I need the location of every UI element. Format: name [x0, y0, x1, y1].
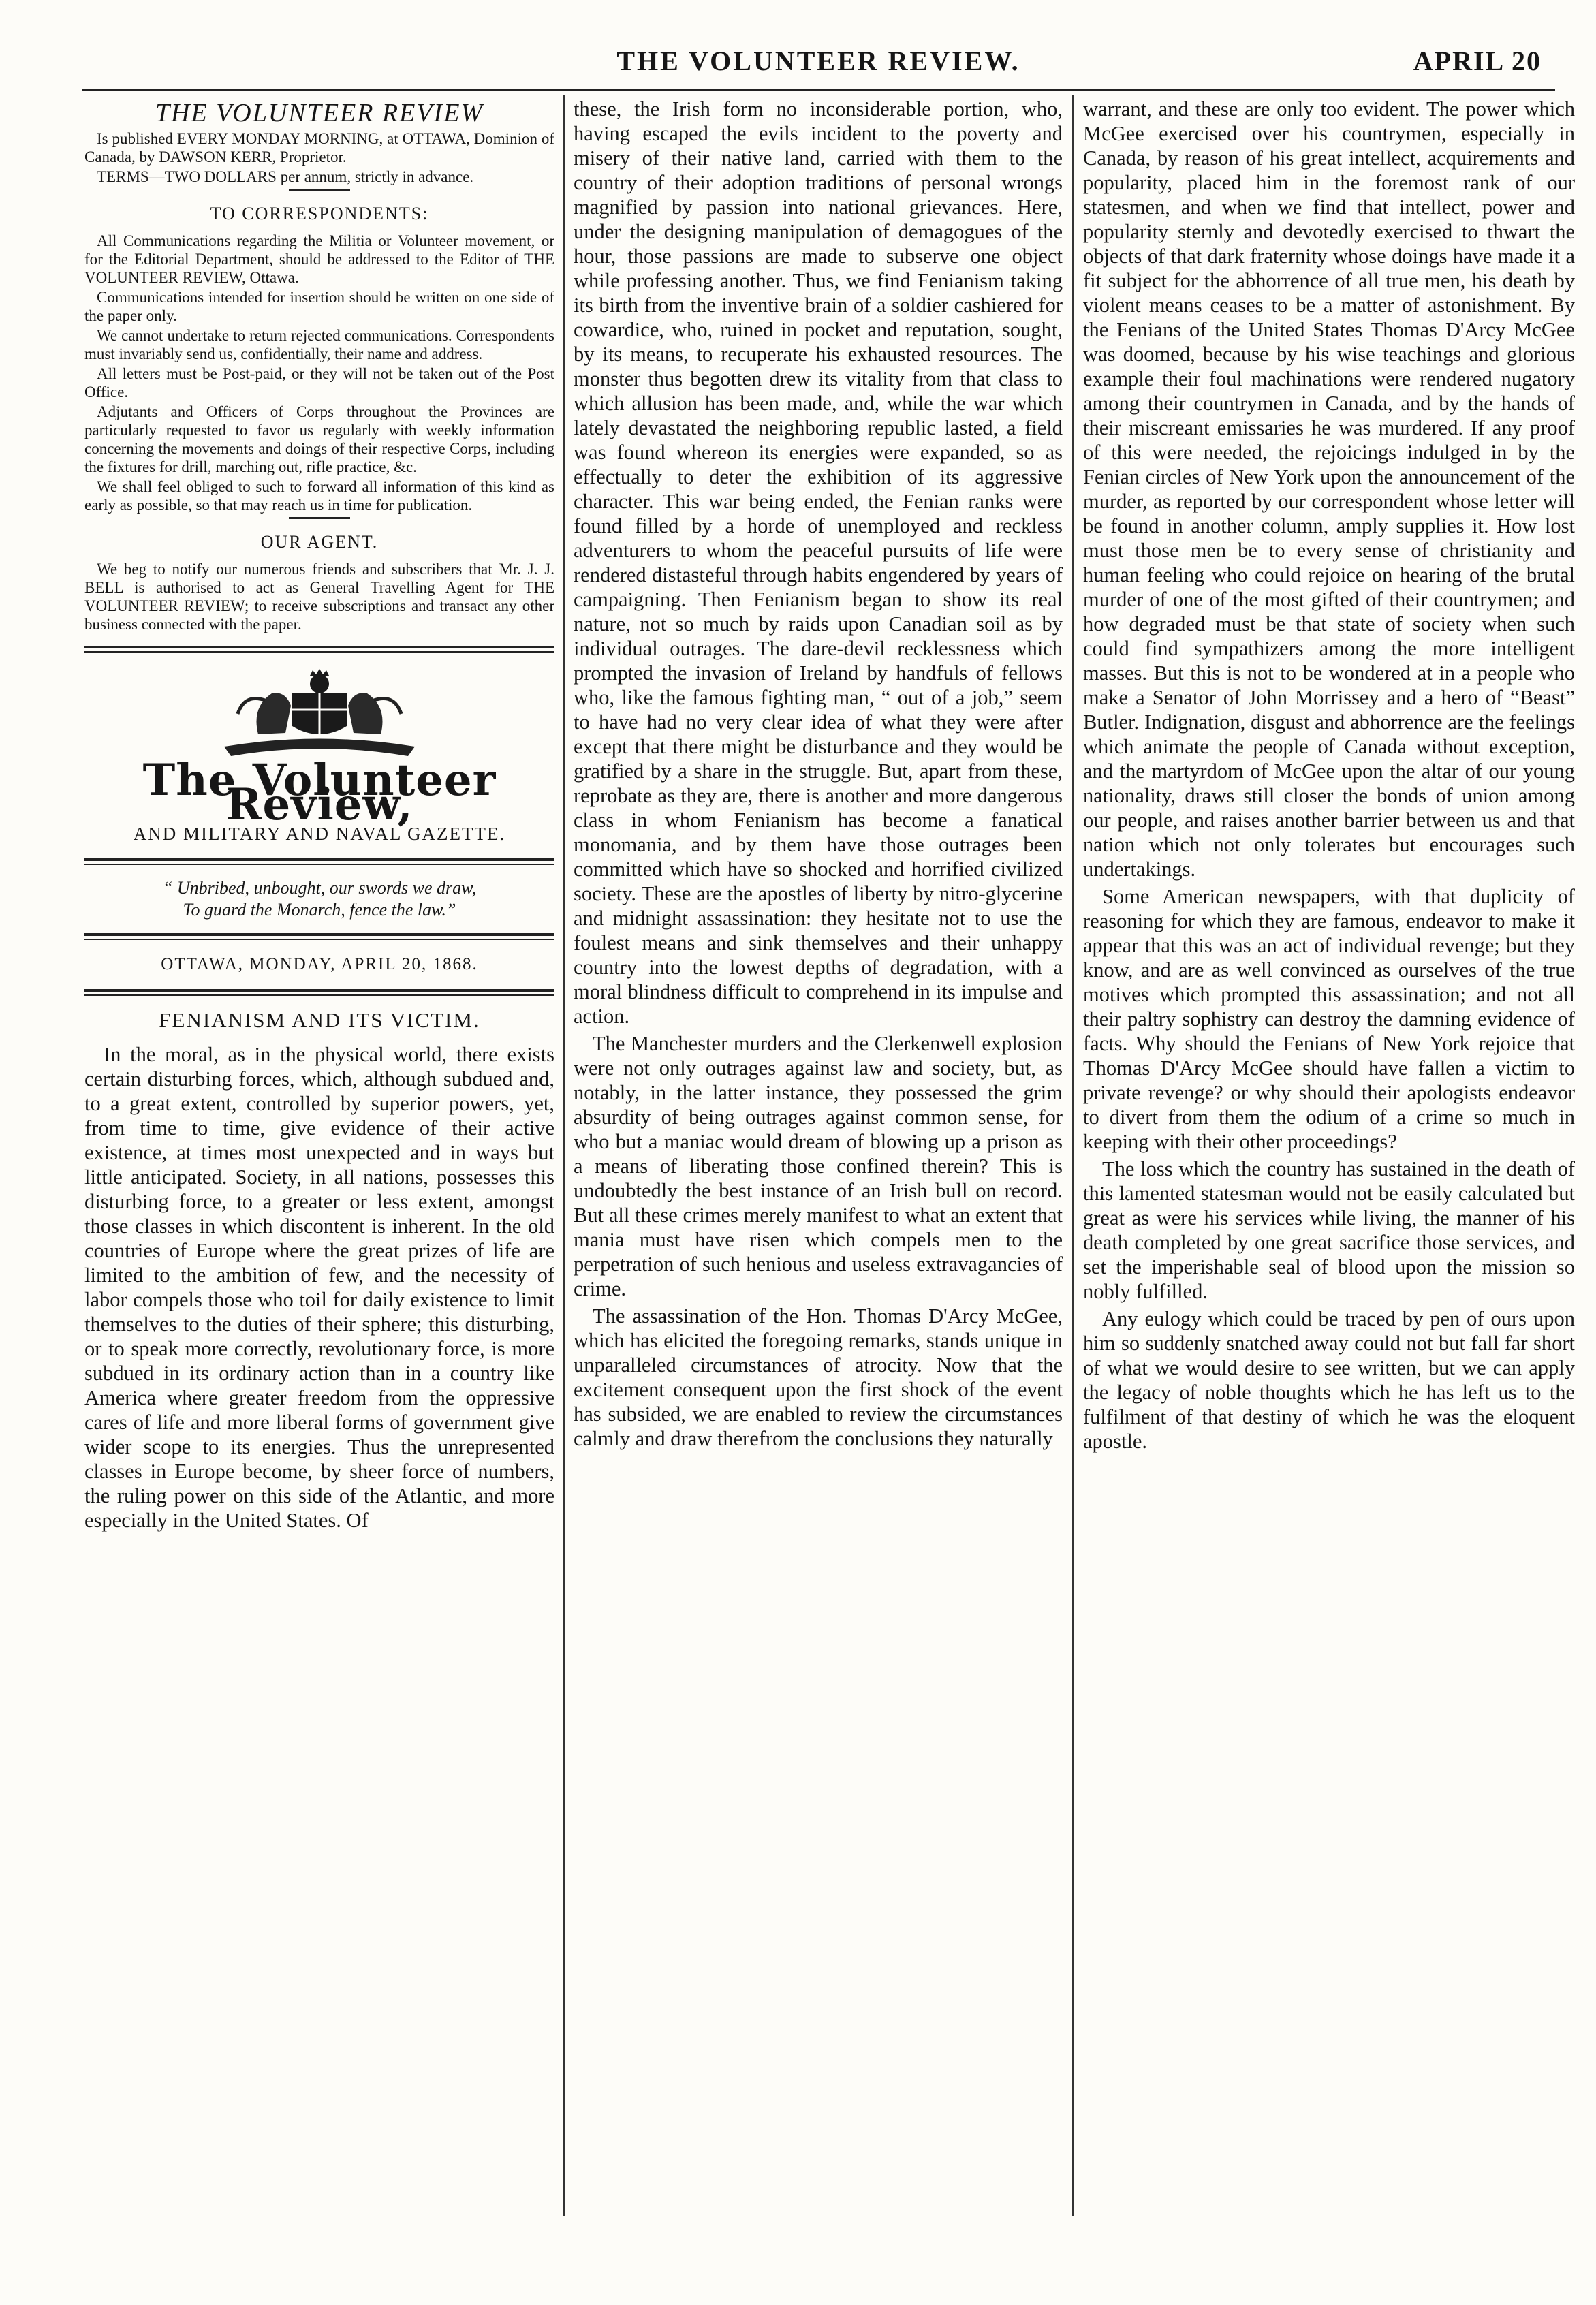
short-rule [289, 189, 350, 191]
head-rule [82, 89, 1555, 91]
correspondents-note: All Communications regarding the Militia or Volunteer movement, or for the Editorial Department, should be addressed to the Editor of THE VOLUNTEER REVIEW, Ottawa. [84, 232, 554, 286]
correspondents-notes [84, 232, 554, 514]
agent-heading: OUR AGENT. [260, 532, 379, 552]
agent-notice [84, 560, 554, 633]
double-rule [84, 646, 554, 653]
article-paragraph: The Manchester murders and the Clerkenwell explosion were not only outrages against law and society, but, as notably, in the latter instance, they possessed the grim absurdity of being outrages against common sense, for who but a maniac would dream of blowing up a prison as a means of liberating those confined therein? This is undoubtedly the best instance of an Irish bull on record. But all these crimes merely manifest to what an extent that mania must have risen which compels men to the perpetration of such henious and useless extravagancies of crime. [574, 1032, 1063, 1300]
running-head [82, 45, 1555, 89]
article-paragraph: these, the Irish form no inconsiderable portion, who, having escaped the evils incident to the poverty and misery of their native land, carried with them to the country of their adoption traditions of personal wrongs magnified by passion into national grievances. Here, under the designing manipulation of demagogues of the hour, those passions are made to subserve one object while professing another. Thus, we find Fenianism taking its birth from the inventive brain of a soldier cashiered for cowardice, who, ruined in pocket and reputation, sought, by its means, to recuperate his exhausted resources. The monster thus begotten drew its vitality from that class to which allusion has been made, and, while the war which lately devastated the neighboring republic lasted, a field was found whereon its energies were expanded, so as effectually to deter the exhibition of its aggressive character. This war being ended, the Fenian ranks were found filled by a horde of unemployed and reckless adventurers to whom the peaceful pursuits of life were rendered distasteful through habits engendered by years of campaigning. Then Fenianism began to show its real nature, not so much by raids upon Canadian soil as by individual outrages. The dare-devil recklessness which prompted the invasion of Ireland by handfuls of fellows who, like the famous fighting man, “ out of a job,” seem to have had no very clear idea of what they were after except that there might be disturbance and they would be gratified by a share in the struggle. But, apart from these, reprobate as they are, there is another and more dangerous class in whom Fenianism has become a fanatical monomania, and by them have those outrages been committed which have so shocked and horrified civilized society. These are the apostles of liberty by nitro-glycerine and midnight assassination: they hesitate not to use the foulest means and sink themselves and their unhappy country into the lowest depths of degradation, with a moral blindness difficult to comprehend in its impulse and action. [574, 97, 1063, 1028]
masthead-notice [84, 129, 554, 186]
double-rule [84, 989, 554, 996]
article-paragraph: The loss which the country has sustained in the death of this lamented statesman would not be easily calculated but great as were his services while living, the manner of his death completed by one great sacrifice those services, and set the imperishable seal of blood upon the mission so nobly fulfilled. [1083, 1157, 1575, 1303]
column-2 [574, 97, 1063, 2223]
article-paragraph: In the moral, as in the physical world, there exists certain disturbing forces, which, although subdued and, to a great extent, controlled by superior powers, yet, from time to time, give evidence of their active existence, at times most unexpected and in ways but little anticipated. Society, in all nations, possesses this disturbing force, to a greater or less extent, amongst those classes in which discontent is inherent. In the old countries of Europe where the great prizes of life are limited to the ambition of few, and the necessity of labor compels those who toil for daily existence to limit themselves to the duties of their sphere; this disturbing, or to speak more correctly, revolutionary force, is more subdued in its ordinary action than in a country like America where greater freedom from the oppressive cares of life and more liberal forms of government give wider scope to its energies. Thus the unrepresented classes in Europe become, by sheer force of numbers, the ruling power on this side of the Atlantic, and more especially in the United States. Of [84, 1043, 554, 1532]
paper-title: The Volunteer Review, [142, 755, 497, 830]
paper-subtitle: AND MILITARY AND NAVAL GAZETTE. [133, 824, 506, 844]
article-paragraph: warrant, and these are only too evident. The power which McGee exercised over his countrymen, especially in Canada, by reason of his great intellect, acquirements and popularity, placed him in the foremost rank of our statesmen, and when we find that intellect, power and popularity sternly and devotedly exercised to thwart the objects of that dark fraternity whose doings have made it a fit subject for the abhorrence of all true men, his death by violent means ceases to be a matter of astonishment. By the Fenians of the United States Thomas D'Arcy McGee was doomed, because by his wise teachings and glorious example their foul machinations were rendered nugatory among their countrymen in Canada, and by the hands of their miscreant emissaries he was murdered. If any proof of this were needed, the rejoicings indulged in by the Fenian circles of New York upon the announcement of the murder, as reported by our correspondent whose letter will be found in another column, amply supplies it. How lost must those men be to every sense of christianity and human feeling who could rejoice on hearing of the brutal murder of one of the most gifted of their countrymen; and how degraded must be that state of society when such could find sympathizers among the more intelligent masses. But this is not to be wondered at in a people who make a Senator of John Morrissey and a hero of “Beast” Butler. Indignation, disgust and abhorrence are the feelings which animate the people of Canada without exception, and the martyrdom of McGee upon the altar of our young nationality, draws still closer the bonds of union among our people, and raises another barrier between us and that nation which not only tolerates but encourages such undertakings. [1083, 97, 1575, 881]
motto-line: “ Unbribed, unbought, our swords we draw, [162, 878, 477, 898]
article-paragraph: Any eulogy which could be traced by pen of ours upon him so suddenly snatched away could not but fall far short of what we would desire to see written, but we can apply the legacy of noble thoughts which he has left us to the fulfilment of that destiny of which he was the eloquent apostle. [1083, 1307, 1575, 1453]
motto-line: To guard the Monarch, fence the law.” [183, 900, 456, 920]
article-paragraph: Some American newspapers, with that duplicity of reasoning for which they are famous, endeavor to make it appear that this was an act of individual revenge; but they know, and are as well convinced as ourselves of the true motives which prompted this assassination; and not all their paltry sophistry can destroy the damning evidence of facts. Why should the Fenians of New York rejoice that Thomas D'Arcy McGee should have fallen a victim to private revenge? or why should their apologists endeavor to divert from them the odium of a crime so much in keeping with their other proceedings? [1083, 885, 1575, 1153]
correspondents-heading: TO CORRESPONDENTS: [210, 204, 429, 223]
column-rule [1072, 95, 1074, 2216]
column-rule [563, 95, 565, 2216]
article-paragraph: The assassination of the Hon. Thomas D'Arcy McGee, which has elicited the foregoing remarks, stands unique in unparalleled circumstances of atrocity. Now that the excitement consequent upon the first shock of the event has subsided, we are enabled to review the circumstances calmly and draw therefrom the conclusions they naturally [574, 1304, 1063, 1450]
correspondents-note: All letters must be Post-paid, or they will not be taken out of the Post Office. [84, 365, 554, 401]
double-rule [84, 933, 554, 940]
dateline: OTTAWA, MONDAY, APRIL 20, 1868. [161, 955, 478, 973]
agent-text: We beg to notify our numerous friends and subscribers that Mr. J. J. BELL is authorised to act as General Travelling Agent for THE VOLUNTEER REVIEW; to receive subscriptions and transact any other business connected with the paper. [84, 561, 554, 633]
correspondents-note: Communications intended for insertion should be written on one side of the paper only. [84, 289, 554, 324]
column-3 [1083, 97, 1575, 2223]
article-title: FENIANISM AND ITS VICTIM. [159, 1008, 480, 1032]
running-date: APRIL 20 [1413, 46, 1542, 76]
running-title: THE VOLUNTEER REVIEW. [616, 46, 1020, 76]
correspondents-note: Adjutants and Officers of Corps throughout the Provinces are particularly requested to favor us regularly with weekly information concerning the movements and doings of their respective Corps, including the fixtures for drill, marching out, rifle practice, &c. [84, 403, 554, 475]
masthead-title: THE VOLUNTEER REVIEW [155, 99, 484, 127]
terms: TERMS—TWO DOLLARS per annum, strictly in advance. [97, 168, 474, 185]
ornament-rule [289, 517, 350, 519]
coat-of-arms-icon [210, 666, 428, 762]
column-1 [84, 97, 554, 2223]
correspondents-note: We cannot undertake to return rejected communications. Correspondents must invariably send us, confidentially, their name and address. [84, 327, 554, 362]
publication-notice: Is published EVERY MONDAY MORNING, at OTTAWA, Dominion of Canada, by DAWSON KERR, Proprietor. [84, 130, 554, 166]
correspondents-note: We shall feel obliged to such to forward all information of this kind as early as possible, so that may reach us in time for publication. [84, 478, 554, 514]
double-rule [84, 858, 554, 865]
motto [84, 877, 554, 921]
